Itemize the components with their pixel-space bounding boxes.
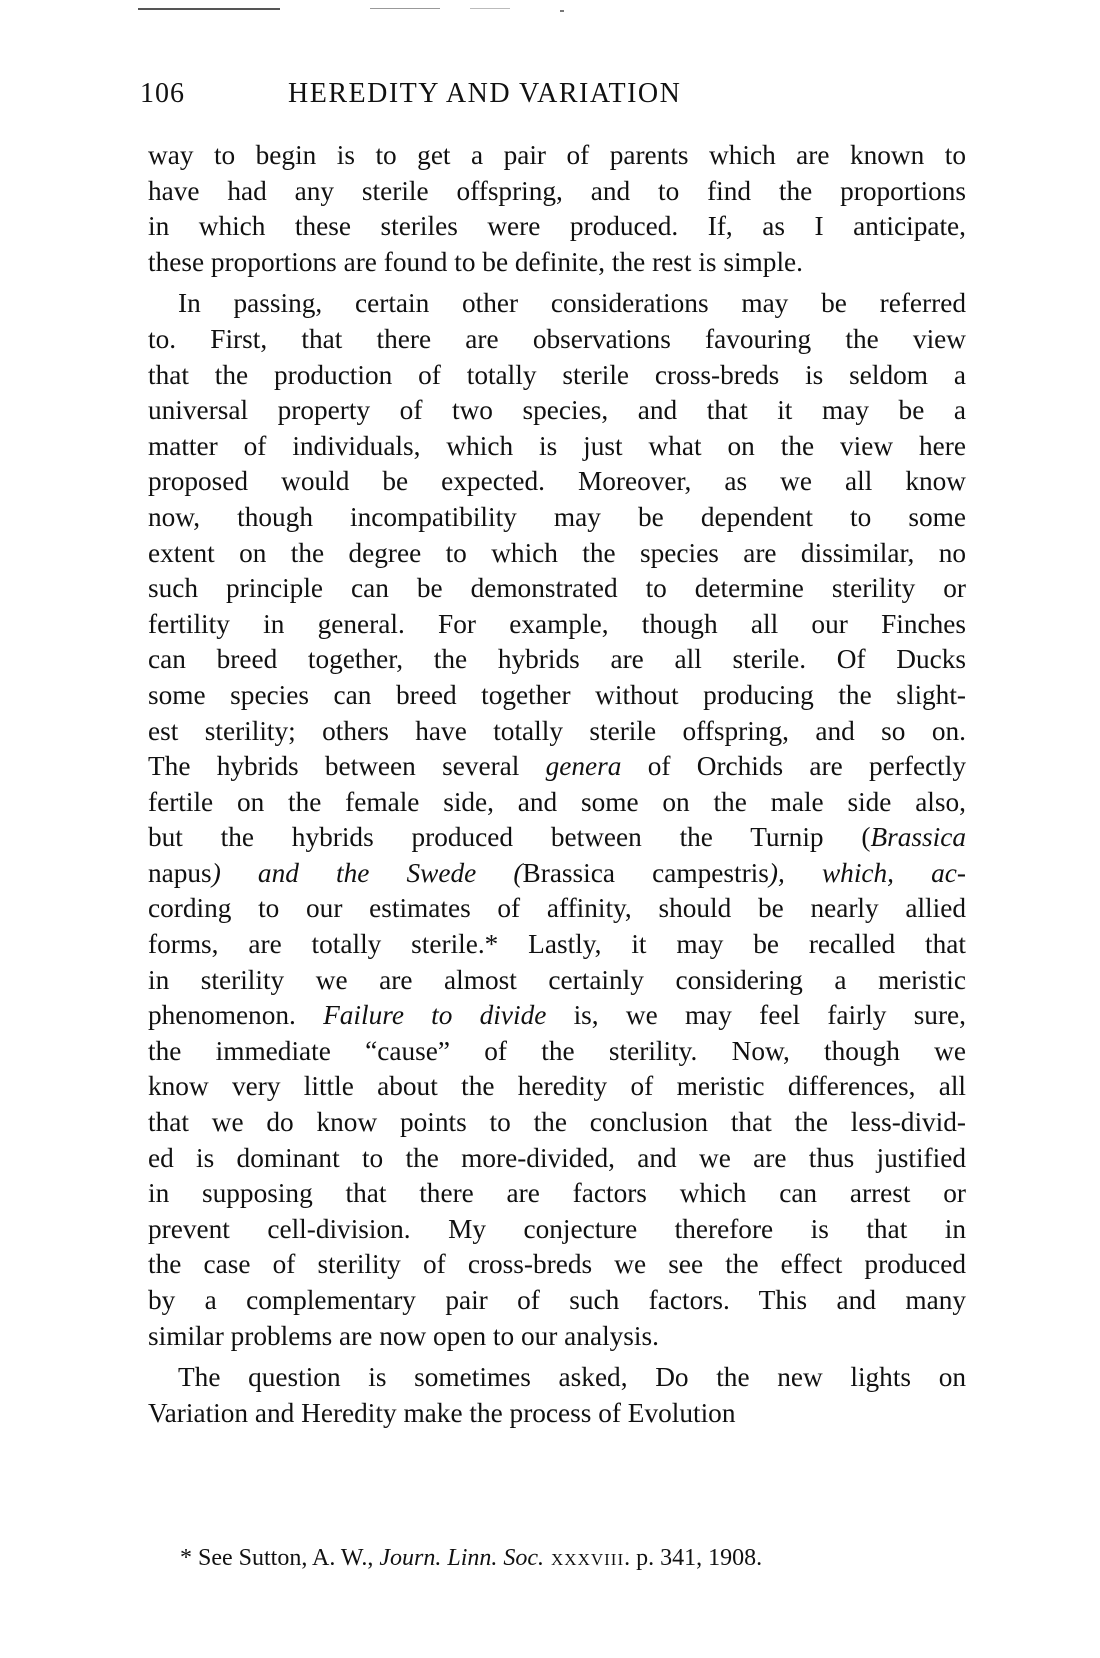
text-line [148,856,966,892]
text-run: way to begin is to get a pair of parents which are known to [148,140,966,170]
text-line [148,998,966,1034]
text-line [148,500,966,536]
text-run: the case of sterility of cross-breds we see the effect produced [148,1249,966,1280]
text-line [148,1141,966,1177]
text-run: by a complementary pair of such factors. This and many [148,1285,966,1315]
text-line [148,429,966,465]
running-title: HEREDITY AND VARIATION [288,78,682,109]
text-run: matter of individuals, which is just what on the view here [148,430,966,461]
text-line [148,1247,966,1283]
text-run: The hybrids between several [148,751,546,782]
text-run: The question is sometimes asked, Do the new lights on [178,1362,966,1393]
text-line [148,1034,966,1070]
footnote-text-after: . p. 341, 1908. [624,1545,763,1571]
text-line [148,1176,966,1212]
text-line [148,927,966,963]
page-header [140,78,970,118]
footnote-journal: Journ. Linn. Soc. [379,1545,545,1571]
italic-text: ) and the Swede ( [211,857,523,888]
text-run: napus [148,857,212,888]
text-line [148,174,966,210]
page-number: 106 [140,78,185,109]
scan-edge-mark [470,8,510,9]
text-line [148,245,966,281]
text-run: to. First, that there are observations favouring the view [148,323,966,354]
text-run: that the production of totally sterile cross-breds is seldom a [148,359,966,390]
text-run: the immediate “cause” of the sterility. Now, though we [148,1035,966,1066]
text-line [148,536,966,572]
text-line [148,1069,966,1105]
text-line [148,393,966,429]
text-run: prevent cell-division. My conjecture therefore is that in [148,1213,966,1244]
text-line [148,1105,966,1141]
body-text [148,138,966,1431]
text-line [148,678,966,714]
footnote-text-before: See Sutton, A. W., [192,1545,380,1571]
text-run: know very little about the heredity of meristic differences, all [148,1071,966,1102]
italic-text: ), which, ac- [768,857,966,888]
text-run: phenomenon. [148,1000,324,1031]
text-line [148,1283,966,1319]
text-run: of Orchids are perfectly [621,751,966,782]
text-line [148,607,966,643]
text-run: can breed together, the hybrids are all sterile. Of Ducks [148,644,966,675]
text-run: ed is dominant to the more-divided, and we are thus justified [148,1142,966,1173]
italic-text: Brassica [870,822,966,853]
text-run: that we do know points to the conclusion that the less-divid- [148,1107,966,1138]
text-run: in which these steriles were produced. If, as I anticipate, [148,211,966,242]
text-run: some species can breed together without producing the slight- [148,679,966,710]
text-line [148,1212,966,1248]
text-run: est sterility; others have totally sterile offspring, and so on. [148,715,966,746]
paragraph [148,1360,966,1431]
text-line [148,322,966,358]
text-run: such principle can be demonstrated to determine sterility or [148,573,966,604]
text-run: now, though incompatibility may be dependent to some [148,501,966,532]
text-line [148,1360,966,1396]
text-line [148,891,966,927]
text-line [148,785,966,821]
italic-text: genera [545,751,622,782]
text-run: but the hybrids produced between the Turnip ( [148,822,871,853]
text-line [148,749,966,785]
text-line [148,642,966,678]
text-line [148,714,966,750]
text-run: extent on the degree to which the species are dissimilar, no [148,537,966,568]
text-run: cording to our estimates of affinity, should be nearly allied [148,893,966,924]
footnote [180,1545,762,1572]
text-run: fertility in general. For example, though all our Finches [148,608,966,639]
scan-edge-mark [370,8,440,9]
text-line [148,209,966,245]
text-run: similar problems are now open to our analysis. [148,1320,659,1351]
text-line [148,464,966,500]
text-run: universal property of two species, and that it may be a [148,395,966,426]
text-run: is, we may feel fairly sure, [546,1000,966,1031]
footnote-volume: xxxviii [544,1545,625,1571]
text-line [148,286,966,322]
text-line [148,571,966,607]
text-line [148,820,966,856]
footnote-marker: * [180,1545,192,1571]
text-line [148,138,966,174]
scan-edge-mark [560,10,564,12]
paragraph [148,138,966,280]
text-line [148,1319,966,1355]
italic-text: Failure to divide [323,1000,547,1031]
paragraph [148,286,966,1354]
text-run: Variation and Heredity make the process of Evolution [148,1397,736,1428]
text-run: fertile on the female side, and some on the male side also, [148,786,966,817]
scan-edge-mark [138,8,280,10]
text-run: proposed would be expected. Moreover, as we all know [148,466,966,497]
text-run: these proportions are found to be definite, the rest is simple. [148,246,803,277]
text-line [148,358,966,394]
text-run: in sterility we are almost certainly considering a meristic [148,964,966,995]
text-line [148,1396,966,1432]
text-line [148,963,966,999]
text-run: forms, are totally sterile.* Lastly, it may be recalled that [148,929,966,960]
text-run: have had any sterile offspring, and to find the proportions [148,175,966,206]
text-run: in supposing that there are factors which can arrest or [148,1178,966,1209]
text-run: Brassica campestris [522,857,769,888]
text-run: In passing, certain other considerations may be referred [178,288,966,319]
